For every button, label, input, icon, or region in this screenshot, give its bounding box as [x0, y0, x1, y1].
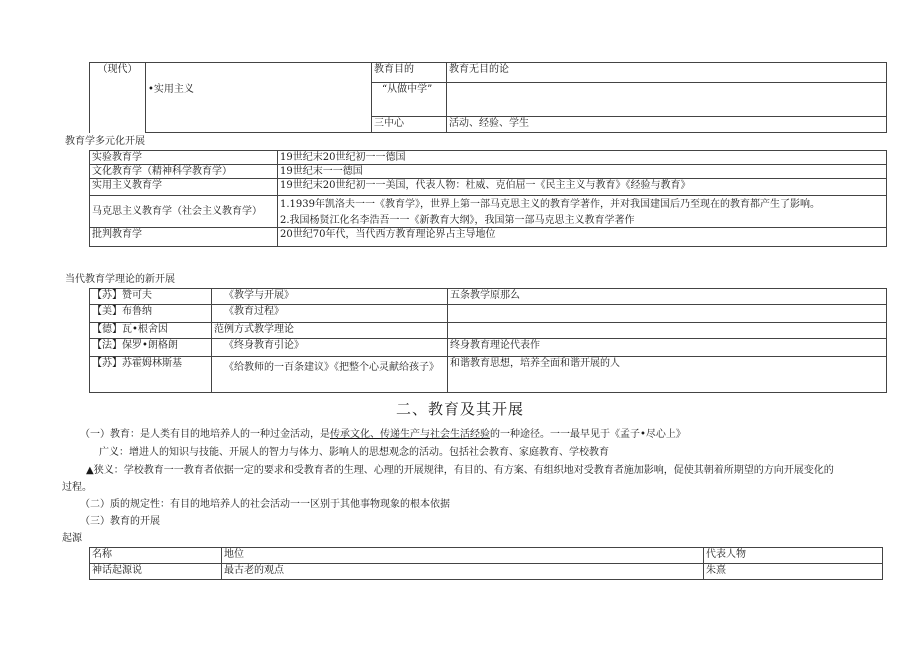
- narrow-definition: ▲狭义：学校教育一一教育者依据一定的要求和受教育者的生理、心理的开展规律，有目的、有方案、有组织地对受教育者施加影响，促使其朝着所期望的方向开展变化的: [86, 465, 834, 476]
- table-cell: 教育无目的论: [447, 63, 887, 83]
- row-label: （现代）: [90, 63, 146, 133]
- table-cell: 《给教师的一百条建议》《把整个心灵献给孩子》: [212, 357, 448, 393]
- table-cell: [448, 305, 887, 323]
- school-name: •实用主义: [146, 63, 372, 133]
- table-cell: 马克思主义教育学（社会主义教育学）: [90, 196, 278, 228]
- origin-table: [89, 547, 883, 580]
- section-heading-new: 当代教育学理论的新开展: [65, 274, 175, 285]
- table-header: 地位: [222, 548, 704, 564]
- table-cell: “从做中学”: [372, 83, 447, 117]
- marxist-line-2: 2.我国杨贤江化名李浩吾一一《新教育大纲》，我国第一部马克思主义教育学著作: [280, 215, 635, 226]
- table-cell: 19世纪末20世纪初一一美国，代表人物：杜威、克伯屈一《民主主义与教育》《经验与教育》: [278, 179, 887, 196]
- definition-underlined: 传承文化、传递生产与社会生活经验: [330, 429, 490, 440]
- table-cell: 19世纪末20世纪初一一德国: [278, 151, 887, 165]
- broad-definition: 广义：增进人的知识与技能、开展人的智力与体力、影响人的思想观念的活动。包括社会教育、家庭教育、学校教育: [99, 447, 609, 458]
- table-cell: 19世纪末一一德国: [278, 165, 887, 179]
- definition-paragraph: [80, 429, 686, 442]
- development-heading: （三）教育的开展: [80, 516, 160, 527]
- table-cell: [448, 323, 887, 339]
- table-cell: [278, 196, 887, 228]
- table-cell: 20世纪70年代，当代西方教育理论界占主导地位: [278, 228, 887, 247]
- table-cell: 实用主义教育学: [90, 179, 278, 196]
- table-cell: 【法】保罗•朗格朗: [90, 339, 212, 357]
- table-row: [90, 564, 883, 580]
- narrow-definition-cont: 过程。: [62, 482, 92, 493]
- section-heading-diverse: 教育学多元化开展: [65, 136, 145, 147]
- table-cell: 三中心: [372, 117, 447, 133]
- new-development-table: [89, 288, 887, 393]
- table-cell: 【苏】苏霍姆林斯基: [90, 357, 212, 393]
- table-header: 代表人物: [704, 548, 883, 564]
- marxist-line-1: 1.1939年凯洛夫一一《教育学》，世界上第一部马克思主义的教育学著作，并对我国建国后乃至现在的教育都产生了影响。: [280, 199, 820, 210]
- table-cell: 文化教育学（精神科学教育学）: [90, 165, 278, 179]
- table-cell: [447, 83, 887, 117]
- table-cell: 批判教育学: [90, 228, 278, 247]
- essential-property: （二）质的规定性：有目的地培养人的社会活动一一区别于其他事物现象的根本依据: [80, 499, 450, 510]
- chapter-title: 二、教育及其开展: [395, 400, 524, 418]
- table-cell: 朱熹: [704, 564, 883, 580]
- table-cell: 五条教学原那么: [448, 289, 887, 305]
- table-cell: 《终身教育引论》: [212, 339, 448, 357]
- table-cell: 实验教育学: [90, 151, 278, 165]
- table-cell: 【德】瓦•根舍因: [90, 323, 212, 339]
- table-cell: 【苏】赞可夫: [90, 289, 212, 305]
- modern-school-table: [89, 62, 887, 133]
- definition-text-a: （一）教育：是人类有目的地培养人的一种过金活动，是: [80, 429, 330, 440]
- table-cell: 活动、经验、学生: [447, 117, 887, 133]
- table-cell: 最古老的观点: [222, 564, 704, 580]
- diverse-development-table: [89, 150, 887, 247]
- table-cell: 神话起源说: [90, 564, 222, 580]
- table-cell: 【美】布鲁纳: [90, 305, 212, 323]
- origin-heading: 起源: [62, 533, 82, 544]
- table-cell: 终身教育理论代表作: [448, 339, 887, 357]
- table-cell: 教育目的: [372, 63, 447, 83]
- table-cell: 范例方式教学理论: [212, 323, 448, 339]
- definition-text-b: 的一种途径。一一最早见于《孟子•尽心上》: [490, 429, 686, 440]
- table-cell: 《教育过程》: [212, 305, 448, 323]
- table-cell: 和谐教育思想，培养全面和谐开展的人: [448, 357, 887, 393]
- table-header: 名称: [90, 548, 222, 564]
- table-cell: 《教学与开展》: [212, 289, 448, 305]
